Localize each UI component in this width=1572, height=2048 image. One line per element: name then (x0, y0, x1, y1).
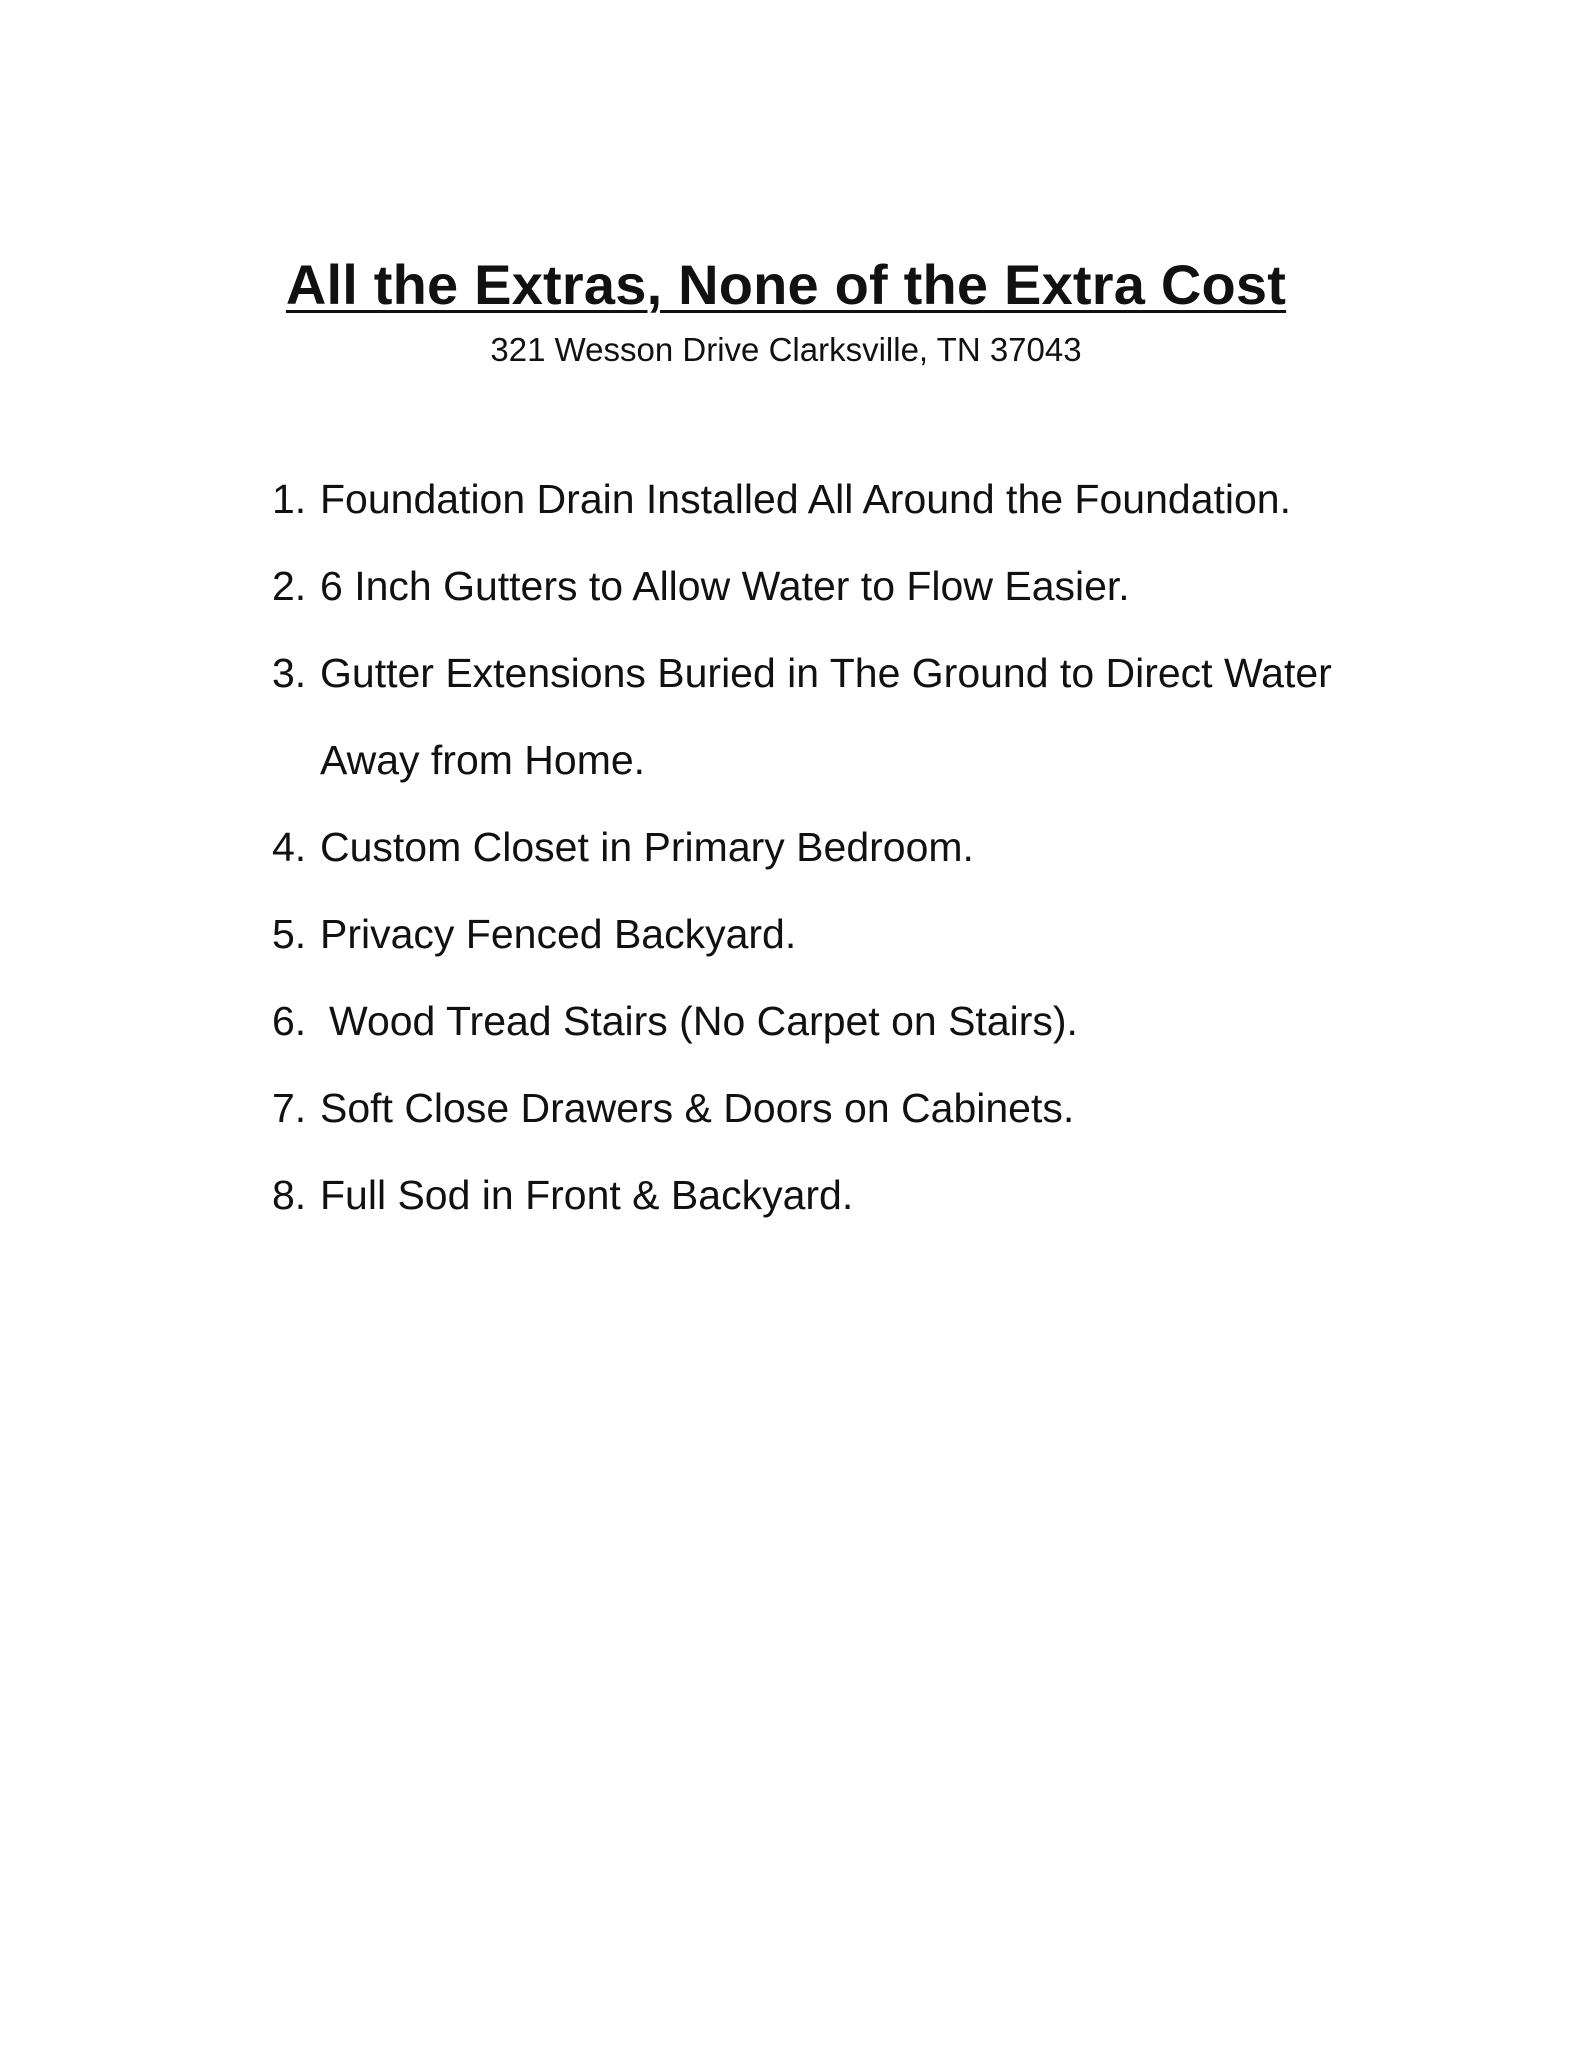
list-item-text: Gutter Extensions Buried in The Ground to Direct Water Away from Home. (320, 650, 1332, 783)
list-item (272, 1065, 1452, 1152)
list-item (272, 543, 1452, 630)
list-item (272, 804, 1452, 891)
list-item-number: 1. (272, 476, 307, 522)
list-item-text: Foundation Drain Installed All Around the Foundation. (320, 476, 1291, 522)
property-address: 321 Wesson Drive Clarksville, TN 37043 (490, 331, 1082, 368)
list-item (272, 978, 1452, 1065)
list-item-text: Wood Tread Stairs (No Carpet on Stairs). (329, 998, 1078, 1044)
list-item-number: 8. (272, 1172, 307, 1218)
list-item-number: 2. (272, 563, 307, 609)
list-item (272, 456, 1452, 543)
list-item-number: 3. (272, 650, 307, 696)
page-title-text: All the Extras, None of the Extra Cost (285, 253, 1287, 316)
extras-list (272, 456, 1452, 1239)
list-item-text: Custom Closet in Primary Bedroom. (320, 824, 974, 870)
page-title (0, 252, 1572, 318)
list-item-text: Privacy Fenced Backyard. (320, 911, 797, 957)
list-item-number: 6. (272, 998, 307, 1044)
list-item-number: 7. (272, 1085, 307, 1131)
list-item-text: Full Sod in Front & Backyard. (320, 1172, 854, 1218)
list-item (272, 891, 1452, 978)
list-item-number: 5. (272, 911, 307, 957)
list-item-text: Soft Close Drawers & Doors on Cabinets. (320, 1085, 1075, 1131)
list-item-number: 4. (272, 824, 307, 870)
list-item-text: 6 Inch Gutters to Allow Water to Flow Easier. (320, 563, 1130, 609)
list-item (272, 630, 1452, 804)
list-item (272, 1152, 1452, 1239)
